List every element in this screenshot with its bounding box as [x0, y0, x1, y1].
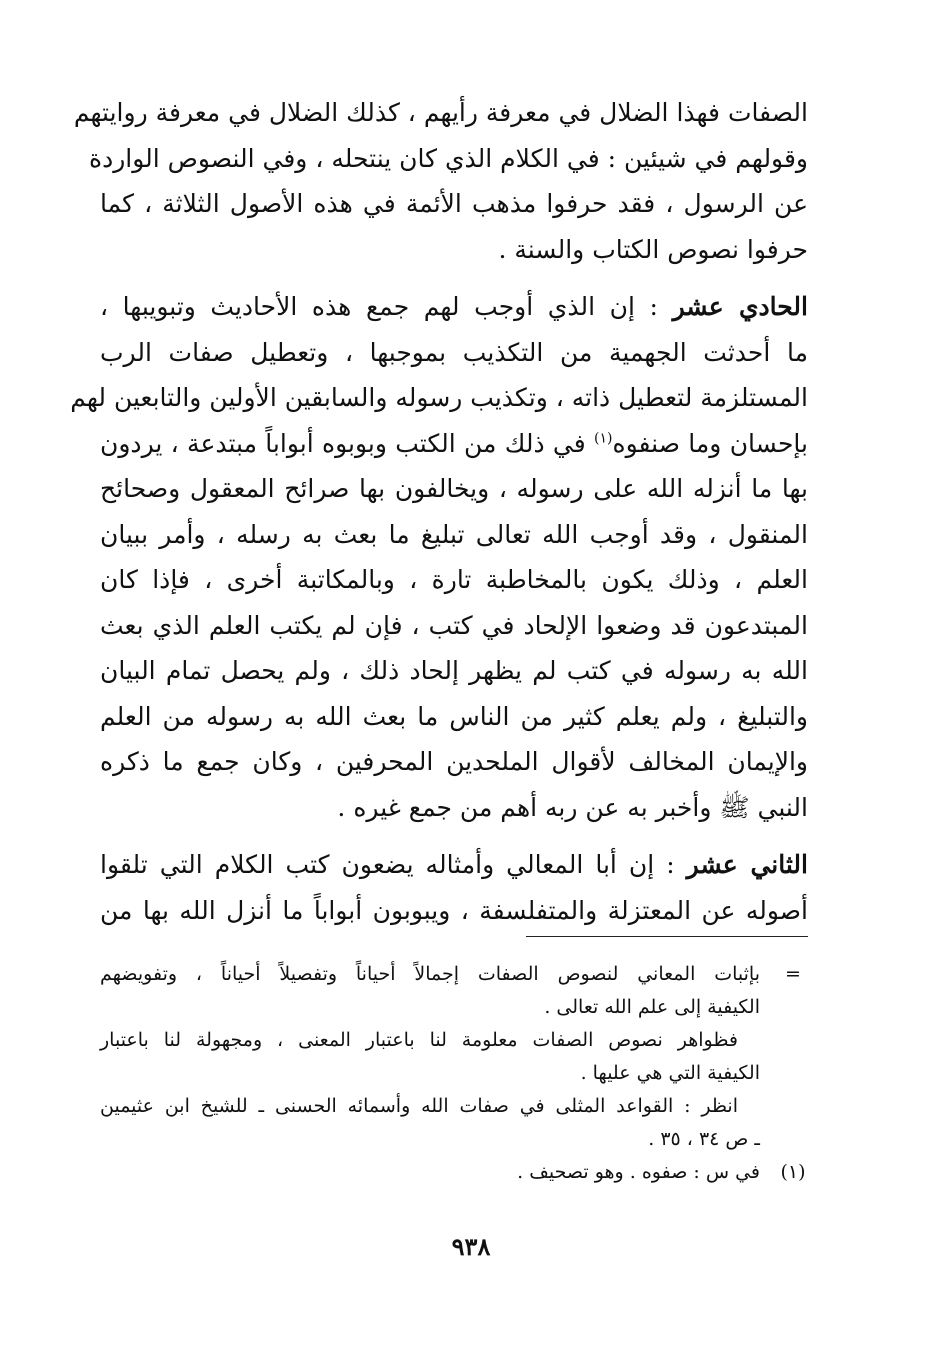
text-line: ما أحدثت الجهمية من التكذيب بموجبها ، وتعطيل صفات الرب	[100, 337, 808, 367]
text-line: العلم ، وذلك يكون بالمخاطبة تارة ، وبالمكاتبة أخرى ، فإذا كان	[100, 565, 808, 594]
footnote-line: الكيفية التي هي عليها .	[580, 1062, 760, 1084]
footnote-line: في س : صفوه . وهو تصحيف .	[517, 1161, 760, 1183]
text-line: حرفوا نصوص الكتاب والسنة .	[498, 234, 808, 264]
text-line: النبي ﷺ وأخبر به عن ربه أهم من جمع غيره .	[337, 792, 808, 822]
footnote-line: بإثبات المعاني لنصوص الصفات إجمالاً أحياناً وتفصيلاً أحياناً ، وتفويضهم	[100, 963, 760, 985]
main-text	[70, 90, 808, 933]
text-line: المبتدعون قد وضعوا الإلحاد في كتب ، فإن لم يكتب العلم الذي بعث	[100, 610, 808, 640]
footnote-line: فظواهر نصوص الصفات معلومة لنا باعتبار المعنى ، ومجهولة لنا باعتبار	[100, 1029, 738, 1051]
text-line	[100, 842, 808, 888]
text-line	[100, 284, 808, 330]
footnote-line: انظر : القواعد المثلى في صفات الله وأسمائه الحسنى ـ للشيخ ابن عثيمين	[100, 1095, 738, 1117]
text-line: وقولهم في شيئين : في الكلام الذي كان ينتحله ، وفي النصوص الواردة	[88, 143, 808, 173]
text-line: المنقول ، وقد أوجب الله تعالى تبليغ ما بعث به رسله ، وأمر ببيان	[100, 519, 808, 549]
text-line: أصوله عن المعتزلة والمتفلسفة ، ويبوبون أبواباً ما أنزل الله بها من	[100, 895, 808, 925]
text-line	[100, 421, 808, 467]
paragraph-12th	[100, 842, 808, 933]
text-span: بإحسان وما صنفوه	[612, 428, 808, 458]
footnote-reference[interactable]: (١)	[594, 430, 613, 447]
text-line: الصفات فهذا الضلال في معرفة رأيهم ، كذلك الضلال في معرفة روايتهم	[73, 98, 808, 127]
page-number: ٩٣٨	[451, 1232, 491, 1261]
text-line: عن الرسول ، فقد حرفوا مذهب الأئمة في هذه الأصول الثلاثة ، كما	[100, 189, 808, 218]
section-heading-eleventh: الحادي عشر	[672, 292, 808, 321]
footnote-continued	[100, 958, 808, 1156]
footnote-separator	[526, 936, 808, 937]
text-line: والإيمان المخالف لأقوال الملحدين المحرفين ، وكان جمع ما ذكره	[100, 747, 808, 776]
text-span: : إن أبا المعالي وأمثاله يضعون كتب الكلام التي تلقوا	[100, 850, 687, 879]
footnotes	[100, 958, 808, 1189]
footnote-line: ـ ص ٣٤ ، ٣٥ .	[648, 1128, 760, 1150]
text-line: والتبليغ ، ولم يعلم كثير من الناس ما بعث الله به رسوله من العلم	[100, 701, 808, 731]
continuation-mark: =	[785, 963, 801, 985]
text-span: : إن الذي أوجب لهم جمع هذه الأحاديث وتبويبها ،	[100, 292, 673, 321]
text-line: المستلزمة لتعطيل ذاته ، وتكذيب رسوله والسابقين الأولين والتابعين لهم	[70, 383, 808, 412]
text-line: الله به رسوله في كتب لم يظهر إلحاد ذلك ، ولم يحصل تمام البيان	[100, 656, 808, 685]
footnote-line: الكيفية إلى علم الله تعالى .	[544, 996, 760, 1018]
paragraph-1	[73, 90, 808, 272]
text-line: بها ما أنزله الله على رسوله ، ويخالفون بها صرائح المعقول وصحائح	[100, 474, 808, 503]
section-heading-twelfth: الثاني عشر	[686, 850, 808, 879]
footnote-1	[100, 1156, 808, 1189]
paragraph-11th	[70, 284, 808, 830]
text-span: في ذلك من الكتب وبوبوه أبواباً مبتدعة ، يردون	[100, 428, 595, 458]
footnote-number: (١)	[780, 1161, 806, 1183]
